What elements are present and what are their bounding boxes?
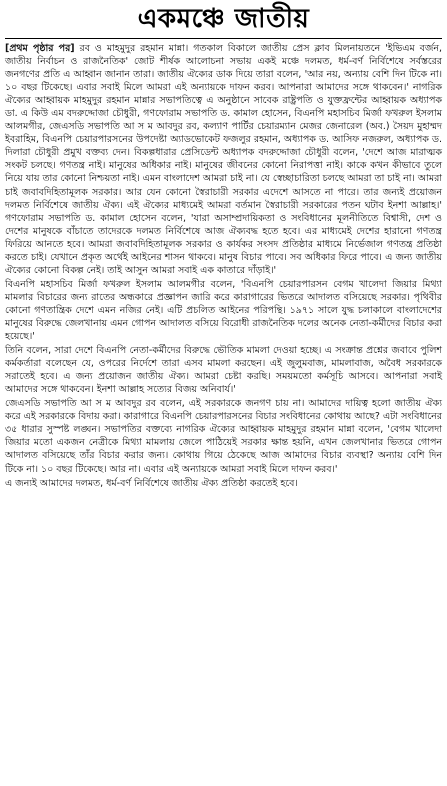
article-paragraph: বিএনপি মহাসচিব মির্জা ফখরুল ইসলাম আলমগীর বলেন, 'বিএনপি চেয়ারপারসন বেগম খালেদা জিয়ার মিথ্যা মামলার বিচারের জন্য রাতের অন্ধকারে প্রজ্ঞাপন জারি করে কারাগারের ভিতরে আদালত বসিয়েছে সরকার। পৃথিবীর কোনো গণতান্ত্রিক দেশে এমন নজির নেই। এটি প্রচলিত আইনের পরিপন্থি। ১৯৭১ সালে যুদ্ধ চলাকালে বাংলাদেশের মানুষের বিরুদ্ধে জেলখানায় এমন গোপন আদালত বসিয়ে বিরোধী রাজনৈতিক দলের অনেক নেতা-কর্মীদের বিচার করা হয়েছে।' (5, 278, 442, 343)
article-paragraph: জেএসডি সভাপতি আ স ম আবদুর রব বলেন, এই সরকারকে জনগণ চায় না। আমাদের দায়িত্ব হলো জাতীয় ঐক্য করে এই সরকারকে বিদায় করা। কারাগারে বিএনপি চেয়ারপারসনের বিচার সংবিধানের কোথায় আছে? এটা সংবিধানের ৩৫ ধারার সুস্পষ্ট লঙ্ঘন। সভাপতির বক্তব্যে নাগরিক ঐক্যের আহ্বায়ক মাহমুদুর রহমান মান্না বলেন, 'বেগম খালেদা জিয়ার মতো একজন নেত্রীকে মিথ্যা মামলায় জেলে পাঠিয়েই সরকার ক্ষান্ত হয়নি, এখন জেলখানার ভিতরে গোপন আদালত বসিয়েছে তাঁর বিচার করার জন্য। কোথায় গিয়ে ঠেকেছে আজ আমাদের বিচার ব্যবস্থা? অন্যায় বেশি দিন টিকে না। ১০ বছর টিকেছে। আর না। এবার এই অন্যায়কে আমরা সবাই মিলে দাফন করব।' (5, 398, 442, 475)
article-body (5, 42, 442, 490)
article-paragraph: এ জন্যই আমাদের দলমত, ধর্ম-বর্ণ নির্বিশেষে জাতীয় ঐক্য প্রতিষ্ঠা করতেই হবে। (5, 477, 298, 489)
paragraph-text: রব ও মাহমুদুর রহমান মান্না। গতকাল বিকালে জাতীয় প্রেস ক্লাব মিলনায়তনে 'ইভিএম বর্জন, জাতীয় নির্বাচন ও রাজনৈতিক' জোট শীর্ষক আলোচনা সভায় একই মঞ্চে দলমত, ধর্ম-বর্ণ নির্বিশেষে সর্বস্তরের জনগণের প্রতি এ আহ্বান জানান তারা। জাতীয় ঐক্যের ডাক দিয়ে তারা বলেন, 'আর নয়, অন্যায় বেশি দিন টিকে না। ১০ বছর টিকেছে। এবার সবাই মিলে আমরা এই অন্যায়কে দাফন করব। আপনারা আমাদের সঙ্গে থাকবেন।' নাগরিক ঐক্যের আহ্বায়ক মাহমুদুর রহমান মান্নার সভাপতিত্বে এ অনুষ্ঠানে সাবেক রাষ্ট্রপতি ও যুক্তফ্রন্টের আহ্বায়ক অধ্যাপক ডা. এ কিউ এম বদরুদ্দোজা চৌধুরী, গণফোরাম সভাপতি ড. কামাল হোসেন, বিএনপি মহাসচিব মির্জা ফখরুল ইসলাম আলমগীর, জেএসডি সভাপতি আ স ম আবদুর রব, কল্যাণ পার্টির চেয়ারম্যান মেজর জেনারেল (অব.) সৈয়দ মুহাম্মদ ইবরাহিম, বিএনপি চেয়ারপারসনের উপদেষ্টা অ্যাডভোকেট ফজলুর রহমান, অধ্যাপক ড. আসিফ নজরুল, অধ্যাপক ড. দিলারা চৌধুরী প্রমুখ বক্তব্য দেন। বিকল্পধারার প্রেসিডেন্ট অধ্যাপক বদরুদ্দোজা চৌধুরী বলেন, 'দেশে আজ মারাত্মক সংকট চলছে। গণতন্ত্র নাই। মানুষের অধিকার নাই। মানুষের জীবনের কোনো নিরাপত্তা নাই। কাকে কখন কীভাবে তুলে নিয়ে যায় তার কোনো নিশ্চয়তা নাই। এমন বাংলাদেশ আমরা চাই না। যে স্বেচ্ছাচারিতা চলছে আমরা তা চাই না। আমরা চাই জবাবদিহিতামূলক সরকার। আর যেন কোনো স্বৈরাচারী সরকার এদেশে আসতে না পারে। তার জন্যই প্রয়োজন দলমত নির্বিশেষে জাতীয় ঐক্য। এই ঐক্যের মাধ্যমেই আমরা বর্তমান স্বৈরাচারী সরকারের পতন ঘটাব ইনশা আল্লাহ।' গণফোরাম সভাপতি ড. কামাল হোসেন বলেন, 'যারা অসাম্প্রদায়িকতা ও সংবিধানের মূলনীতিতে বিশ্বাসী, দেশ ও দেশের মানুষকে বাঁচাতে তাদেরকে দলমত নির্বিশেষে আজ ঐক্যবদ্ধ হতে হবে। এর মাধ্যমেই দেশের হারানো গণতন্ত্র ফিরিয়ে আনতে হবে। আমরা জবাবদিহিতামূলক সরকার ও কার্যকর সংসদ প্রতিষ্ঠার মাধ্যমে নির্ভেজাল গণতন্ত্র প্রতিষ্ঠা করতে চাই। যেখানে প্রকৃত অর্থেই আইনের শাসন থাকবে। মানুষ বিচার পাবে। সব অধিকার ফিরে পাবে। এ জন্য জাতীয় ঐক্যের কোনো বিকল্প নেই। তাই আসুন আমরা সবাই এক কাতারে দাঁড়াই।' (5, 43, 442, 276)
article-paragraph (5, 42, 442, 277)
continuation-label: [প্রথম পৃষ্ঠার পর] (5, 43, 75, 54)
headline-divider (5, 38, 442, 39)
article-paragraph: তিনি বলেন, সারা দেশে বিএনপি নেতা-কর্মীদের বিরুদ্ধে ভৌতিক মামলা দেওয়া হচ্ছে। এ সংক্রান্ত প্রশ্নের জবাবে পুলিশ কর্মকর্তারা বলেছেন যে, ওপরের নির্দেশে তারা এসব মামলা করছেন। এই জুলুমবাজ, মামলাবাজ, অবৈধ সরকারকে সরাতেই হবে। এ জন্য প্রয়োজন জাতীয় ঐক্য। আমরা চেষ্টা করছি। সময়মতো কর্মসূচি আসবে। আপনারা সবাই আমাদের সঙ্গে থাকবেন। ইনশা আল্লাহ সত্যের বিজয় অনিবার্য।' (5, 345, 442, 396)
article-headline: একমঞ্চে জাতীয় (137, 4, 310, 34)
